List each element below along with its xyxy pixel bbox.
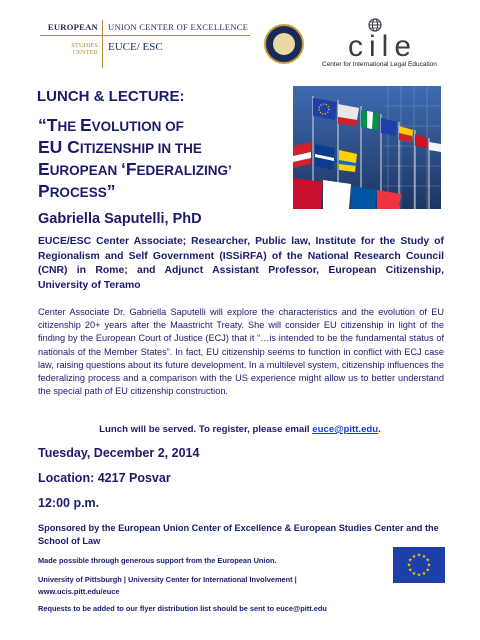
seal-center xyxy=(273,33,295,55)
flags-illustration xyxy=(293,86,441,209)
title-text: UROPEAN xyxy=(49,163,121,178)
title-line-3 xyxy=(38,159,288,181)
euce-logo-european: EUROPEAN xyxy=(47,22,98,32)
euce-logo-studies-center xyxy=(40,42,98,56)
svg-text:★: ★ xyxy=(408,557,413,564)
register-text: Lunch will be served. To register, please email xyxy=(99,424,313,435)
euce-logo-studies: STUDIES xyxy=(71,42,98,49)
title-text: ITIZENSHIP IN THE xyxy=(79,141,202,156)
title-text: ” xyxy=(106,181,116,201)
title-text: HE xyxy=(57,119,80,134)
event-date: Tuesday, December 2, 2014 xyxy=(38,446,200,460)
euce-logo-center: CENTER xyxy=(72,49,98,56)
header xyxy=(0,0,480,78)
cile-logo xyxy=(322,18,472,70)
svg-text:★: ★ xyxy=(416,552,422,559)
euce-logo xyxy=(40,22,250,72)
title-text: E xyxy=(38,159,50,179)
svg-text:★: ★ xyxy=(411,571,417,578)
title-line-1 xyxy=(38,115,288,137)
eu-flags-photo xyxy=(293,86,441,209)
title-text: ROCESS xyxy=(49,185,107,200)
event-kicker: LUNCH & LECTURE: xyxy=(37,88,185,105)
eu-stars xyxy=(393,547,445,583)
eu-flag-icon xyxy=(393,547,445,583)
speaker-affiliation: EUCE/ESC Center Associate; Researcher, Public law, Institute for the Study of Regionalism and Self Government (ISSiRFA) of the National Research Council (CNR) in Rome; and Adjunct Assistant Professor, European Citizenship, University of Teramo xyxy=(38,236,444,291)
title-text: EDERALIZING’ xyxy=(136,163,232,178)
organization-info: University of Pittsburgh | University Center for International Involvement | www.ucis.pitt.edu/euce xyxy=(38,575,297,596)
register-period: . xyxy=(378,424,381,435)
euce-logo-right xyxy=(108,22,248,53)
register-email-link[interactable]: euce@pitt.edu xyxy=(312,424,379,435)
cile-subtitle: Center for International Legal Education xyxy=(322,61,437,68)
title-line-4 xyxy=(38,181,288,203)
svg-text:★: ★ xyxy=(406,562,412,569)
title-line-2 xyxy=(38,137,288,159)
logo-divider xyxy=(102,20,103,68)
university-seal-icon xyxy=(264,24,304,64)
svg-text:★: ★ xyxy=(416,572,422,579)
svg-text:★: ★ xyxy=(421,571,427,578)
euce-logo-union-center: UNION CENTER OF EXCELLENCE xyxy=(108,22,249,32)
event-location: Location: 4217 Posvar xyxy=(38,471,171,485)
svg-text:★: ★ xyxy=(411,553,417,560)
title-text: E xyxy=(79,115,92,135)
title-text: EU C xyxy=(38,137,80,157)
register-line xyxy=(0,424,480,435)
svg-text:★: ★ xyxy=(408,567,413,574)
support-statement: Made possible through generous support from the European Union. xyxy=(38,556,277,565)
title-text: VOLUTION OF xyxy=(91,119,184,134)
svg-text:★: ★ xyxy=(425,567,430,574)
event-description: Center Associate Dr. Gabriella Saputelli will explore the characteristics and the evolution of EU citizenship 20+ years after the Maastricht Treaty. She will consider EU citizenship in light of the finding by the European Court of Justice (ECJ) that it “…is intended to be the fundamental status of nationals of the Member States”. In fact, EU citizenship seems to function in conflict with ECJ case law, raising questions about its future development. In a multilevel system, citizenship influences the federalizing process and a comparison with the US experience might allow us to better understand the special path of EU citizenship construction. xyxy=(38,307,444,397)
event-title xyxy=(38,115,288,203)
title-text: ‘F xyxy=(120,159,137,179)
speaker-name: Gabriella Saputelli, PhD xyxy=(38,211,202,227)
event-time: 12:00 p.m. xyxy=(38,496,100,510)
cile-wordmark: cile xyxy=(348,30,418,63)
title-text: P xyxy=(38,181,50,201)
svg-text:★: ★ xyxy=(426,562,432,569)
title-text: “T xyxy=(38,115,58,135)
sponsor-statement: Sponsored by the European Union Center of Excellence & European Studies Center and the School of Law xyxy=(38,523,439,546)
svg-text:★: ★ xyxy=(425,557,430,564)
svg-text:★: ★ xyxy=(421,553,427,560)
euce-logo-acronym: EUCE/ ESC xyxy=(108,41,163,53)
euce-logo-left xyxy=(40,22,98,56)
flyer-list-note: Requests to be added to our flyer distribution list should be sent to euce@pitt.edu xyxy=(38,604,327,613)
